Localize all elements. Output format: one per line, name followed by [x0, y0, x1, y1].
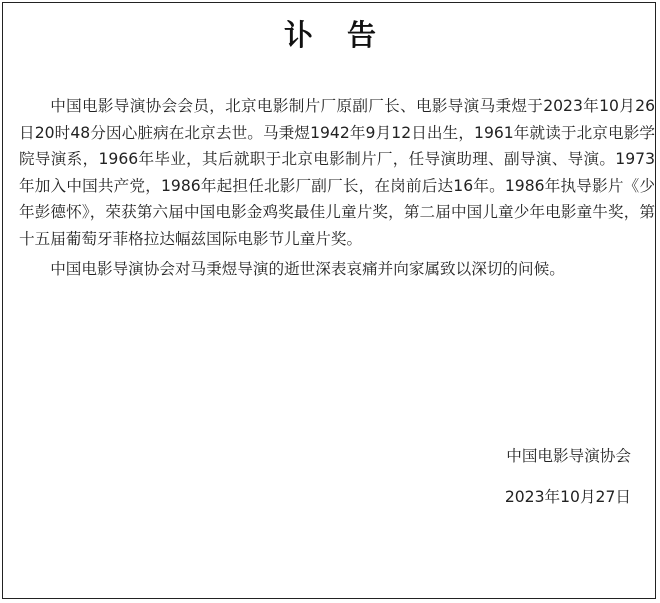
- notice-title: 讣 告: [283, 18, 389, 52]
- notice-body: [19, 93, 655, 283]
- obituary-paragraph: 中国电影导演协会会员，北京电影制片厂原副厂长、电影导演马秉煜于2023年10月26日20时48分因心脏病在北京去世。马秉煜1942年9月12日出生，1961年就读于北京电影学院导演系，1966年毕业，其后就职于北京电影制片厂，任导演助理、副导演、导演。1973年加入中国共产党，1986年起担任北影厂副厂长，在岗前后达16年。1986年执导影片《少年彭德怀》，荣获第六届中国电影金鸡奖最佳儿童片奖，第二届中国儿童少年电影童牛奖，第十五届葡萄牙菲格拉达幅兹国际电影节儿童片奖。: [19, 97, 655, 248]
- condolence-paragraph: 中国电影导演协会对马秉煜导演的逝世深表哀痛并向家属致以深切的问候。: [50, 260, 565, 278]
- signature-date: 2023年10月27日: [504, 488, 631, 506]
- notice-frame: [2, 2, 656, 599]
- signature-organization: 中国电影导演协会: [506, 447, 631, 465]
